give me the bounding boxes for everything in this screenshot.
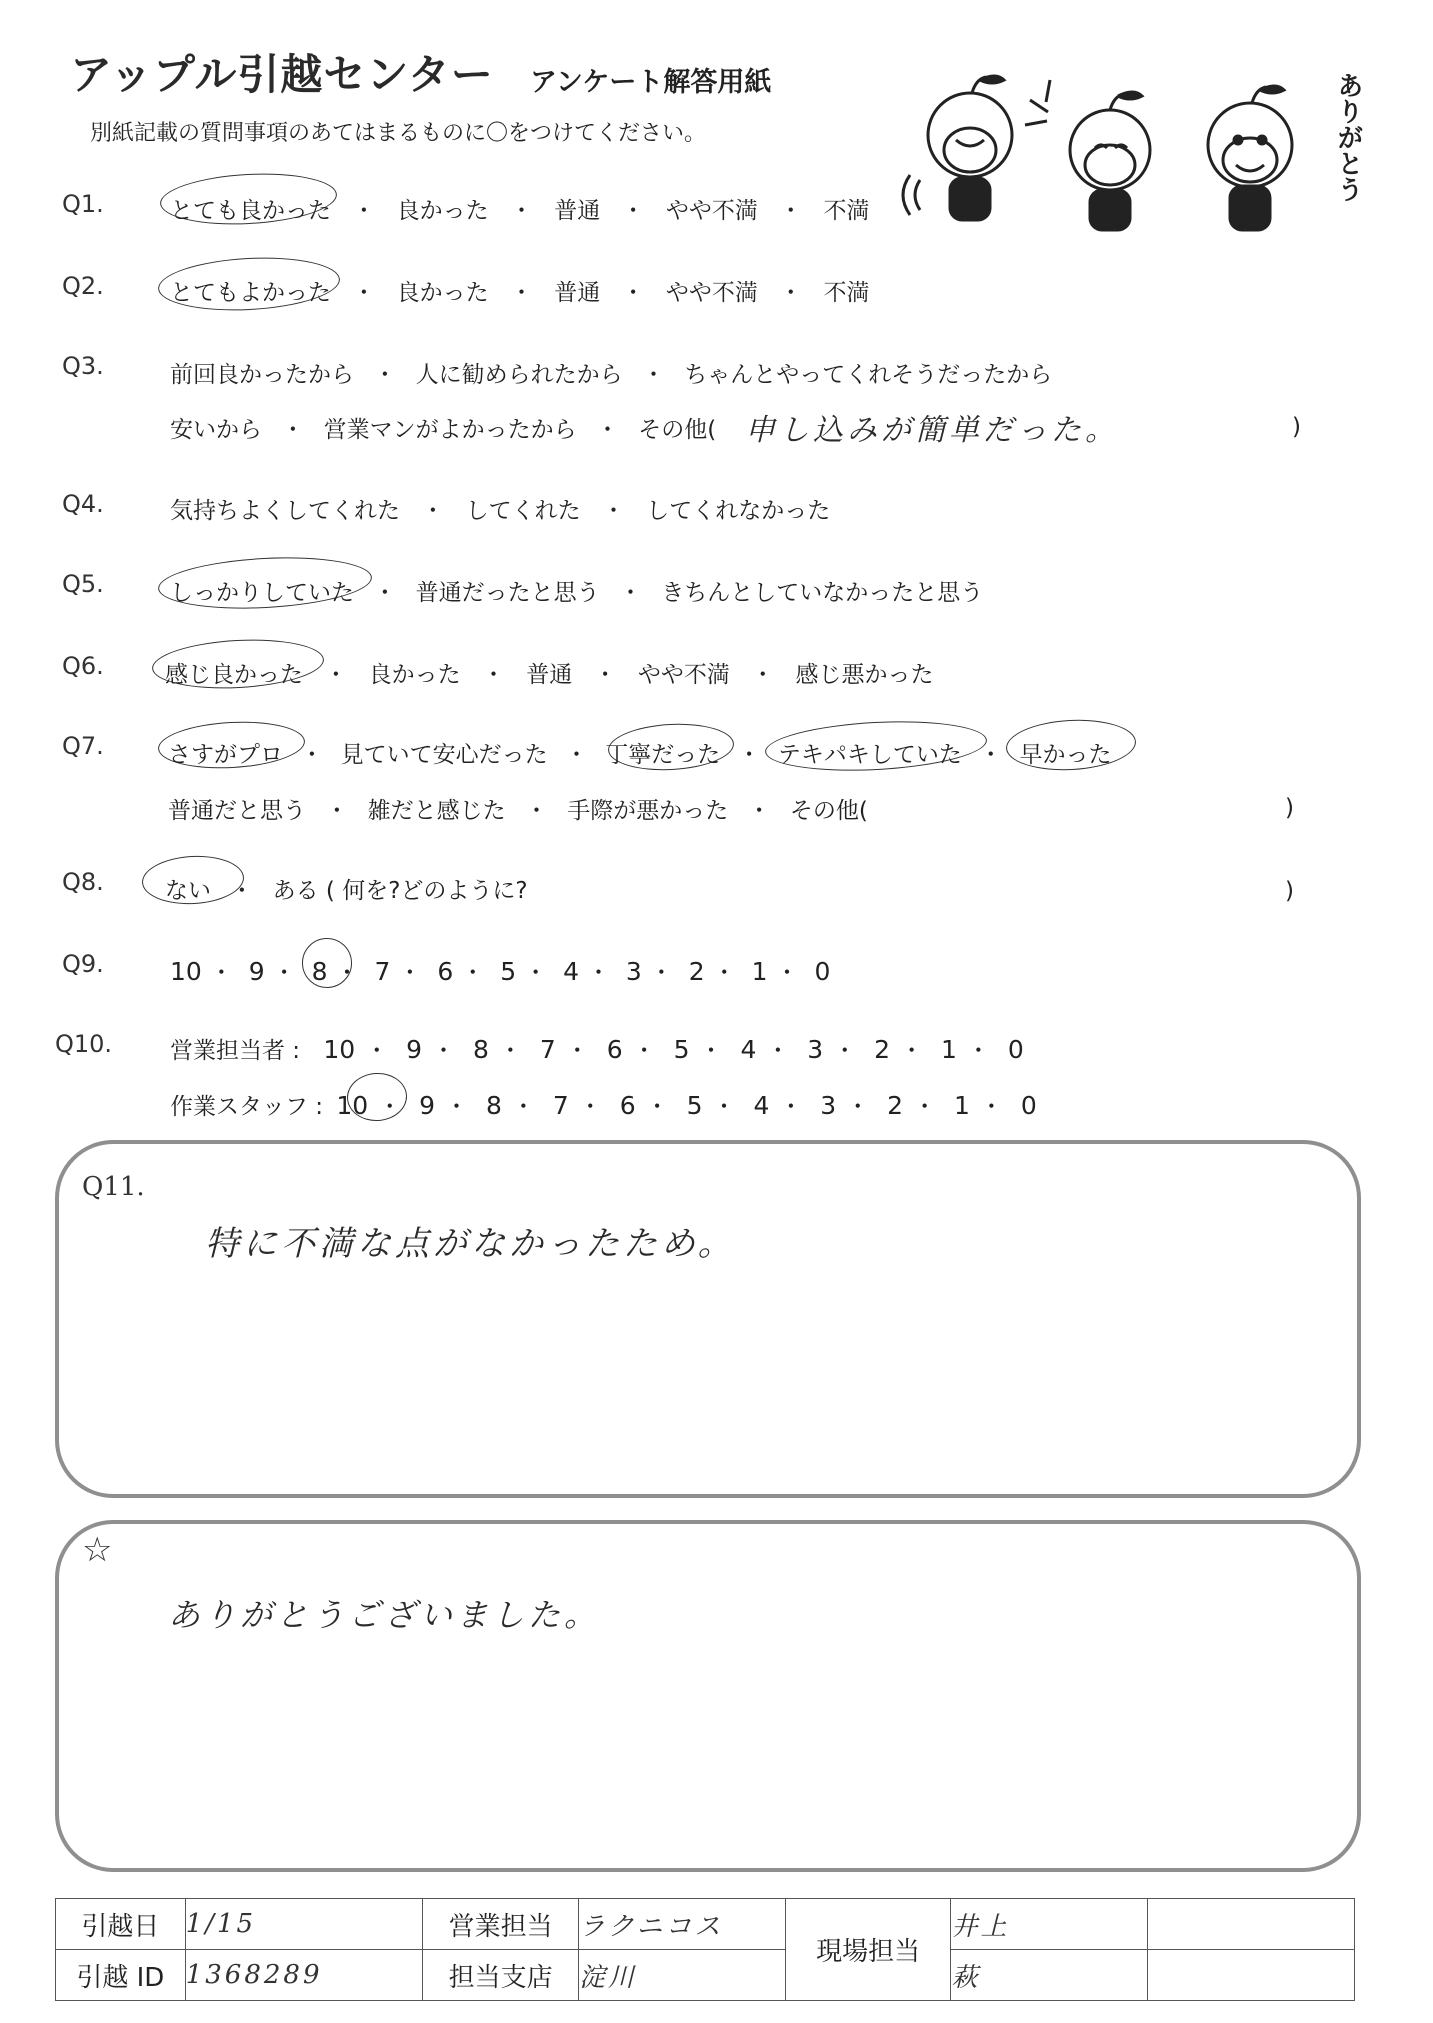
q9-value[interactable]: 9 [248,957,265,986]
q10-sales-value[interactable]: 5 [673,1035,690,1064]
q3-option[interactable]: 営業マンがよかったから [323,417,577,443]
q3-option[interactable]: 前回良かったから [170,362,354,388]
q10-sales-value[interactable]: 2 [874,1035,891,1064]
q10-sales-value[interactable]: 9 [406,1035,423,1064]
move-date-label: 引越日 [56,1899,186,1950]
q10-staff-value[interactable]: 8 [486,1091,502,1120]
q10-staff-value[interactable]: 2 [887,1091,904,1120]
star-answer[interactable]: ありがとうございました。 [168,1596,601,1634]
q11-label: Q11. [82,1172,145,1202]
q10-sales-value[interactable]: 10 [323,1035,356,1064]
q5-option[interactable]: しっかりしていた [170,580,354,606]
instruction-text: 別紙記載の質問事項のあてはまるものに〇をつけてください。 [90,121,707,146]
q8-options: ない ・ ある ( 何を?どのように? [165,878,528,904]
q7-option[interactable]: 見ていて安心だった [340,742,548,768]
q2-option[interactable]: 普通 [554,280,601,306]
q4-option[interactable]: 気持ちよくしてくれた [170,498,400,524]
q2-option[interactable]: やや不満 [665,280,758,306]
q10-staff-value[interactable]: 3 [820,1091,837,1120]
q3-close-paren: ) [1292,414,1301,440]
q5-options: しっかりしていた ・ 普通だったと思う ・ きちんとしていなかったと思う [170,580,984,606]
q3-row2: 安いから ・ 営業マンがよかったから ・ その他( [170,417,717,443]
q11-answer[interactable]: 特に不満な点がなかったため。 [205,1224,736,1264]
q11-comment-box[interactable] [55,1140,1361,1498]
site-extra-cell[interactable] [1148,1950,1355,2001]
q10-staff-value[interactable]: 4 [753,1091,770,1120]
q6-option[interactable]: 感じ良かった [165,662,303,688]
q4-option[interactable]: してくれた [465,498,581,524]
q2-options: とてもよかった ・ 良かった ・ 普通 ・ やや不満 ・ 不満 [170,280,870,306]
q10-staff-value[interactable]: 0 [1020,1091,1037,1120]
branch-value[interactable]: 淀川 [578,1950,785,2001]
q10-sales-value[interactable]: 6 [606,1035,623,1064]
q3-row1: 前回良かったから ・ 人に勧められたから ・ ちゃんとやってくれそうだったから [170,362,1053,388]
q10-sales-value[interactable]: 0 [1007,1035,1024,1064]
q10-sales-label: 営業担当者 : [170,1038,301,1064]
q10-sales-value[interactable]: 3 [807,1035,824,1064]
q5-option[interactable]: きちんとしていなかったと思う [661,580,984,606]
q8-option[interactable]: ある ( 何を?どのように? [272,878,528,904]
q9-value[interactable]: 10 [170,957,202,986]
q6-option[interactable]: 普通 [526,662,573,688]
q2-option[interactable]: 良かった [396,280,489,306]
q3-other-label[interactable]: その他( [638,417,717,443]
q9-value[interactable]: 3 [625,957,642,986]
mascot-caption: ありがとう [1333,72,1363,202]
q8-option[interactable]: ない [165,878,211,904]
q10-staff-value[interactable]: 1 [954,1091,970,1120]
q10-staff-value[interactable]: 10 [336,1091,369,1120]
site-extra-cell[interactable] [1148,1899,1355,1950]
q10-staff-row: 作業スタッフ : 10 ・ 9 ・ 8 ・ 7 ・ 6 ・ 5 ・ 4 ・ 3 ・ 2 ・ 1 ・ 0 [170,1091,1037,1120]
q1-option[interactable]: 良かった [396,198,489,224]
star-comment-box[interactable] [55,1520,1361,1872]
q1-options: とても良かった ・ 良かった ・ 普通 ・ やや不満 ・ 不満 [170,198,870,224]
q9-value[interactable]: 8 [311,957,328,986]
q9-scale: 10 ・ 9 ・ 8 ・ 7 ・ 6 ・ 5 ・ 4 ・ 3 ・ 2 ・ 1 ・ 0 [170,957,831,986]
q7-row2: 普通だと思う ・ 雑だと感じた ・ 手際が悪かった ・ その他( [168,798,868,824]
q7-option[interactable]: 丁寧だった [605,742,721,768]
q7-option[interactable]: 手際が悪かった [567,798,729,824]
mascot-monkey-icon [1208,86,1292,230]
q1-option[interactable]: やや不満 [665,198,758,224]
mascot-illustration [880,60,1360,240]
sales-label: 営業担当 [423,1899,578,1950]
q10-sales-value[interactable]: 8 [473,1035,489,1064]
q9-value[interactable]: 5 [500,957,517,986]
q1-label: Q1. [62,190,104,218]
q10-staff-value[interactable]: 5 [686,1091,703,1120]
q9-value[interactable]: 4 [563,957,579,986]
q6-option[interactable]: 感じ悪かった [795,662,934,688]
q1-option[interactable]: 普通 [554,198,601,224]
move-date-value[interactable]: 1/15 [185,1899,423,1950]
q6-options: 感じ良かった ・ 良かった ・ 普通 ・ やや不満 ・ 感じ悪かった [165,662,934,688]
q10-staff-value[interactable]: 6 [619,1091,636,1120]
star-icon: ☆ [82,1530,113,1570]
move-id-value[interactable]: 1368289 [185,1950,423,2001]
q10-label: Q10. [55,1030,113,1058]
q10-staff-value[interactable]: 7 [552,1091,569,1120]
q9-value[interactable]: 1 [751,957,768,986]
q8-label: Q8. [62,868,104,896]
q4-options: 気持ちよくしてくれた ・ してくれた ・ してくれなかった [170,498,831,524]
q7-label: Q7. [62,732,104,760]
q5-option[interactable]: 普通だったと思う [415,580,600,606]
q10-sales-value[interactable]: 7 [539,1035,556,1064]
q3-option[interactable]: ちゃんとやってくれそうだったから [684,362,1053,388]
q7-option[interactable]: 雑だと感じた [367,798,506,824]
mascot-monkey-icon [1025,80,1150,230]
q9-value[interactable]: 0 [814,957,831,986]
q1-option[interactable]: とても良かった [170,198,331,224]
q2-option[interactable]: 不満 [823,280,870,306]
q7-option[interactable]: 早かった [1019,742,1112,768]
branch-label: 担当支店 [423,1950,578,2001]
site-value-2[interactable]: 萩 [951,1950,1148,2001]
mascot-monkey-icon [903,76,1012,220]
q7-option[interactable]: さすがプロ [168,742,283,768]
q2-option[interactable]: とてもよかった [170,280,331,306]
q9-value[interactable]: 7 [374,957,391,986]
q7-option[interactable]: テキパキしていた [777,742,962,768]
q7-row1: さすがプロ ・ 見ていて安心だった ・ 丁寧だった ・ テキパキしていた ・ 早かった [168,742,1112,768]
q4-label: Q4. [62,490,104,518]
q7-close-paren: ) [1285,795,1294,821]
site-value-1[interactable]: 井上 [951,1899,1148,1950]
q10-sales-row: 営業担当者 : 10 ・ 9 ・ 8 ・ 7 ・ 6 ・ 5 ・ 4 ・ 3 ・ 2 ・ 1 ・ 0 [170,1035,1024,1064]
survey-title: アップル引越センター [70,50,494,99]
q1-option[interactable]: 不満 [823,198,870,224]
q10-sales-value[interactable]: 4 [740,1035,757,1064]
q3-option[interactable]: 安いから [170,417,262,443]
q9-label: Q9. [62,950,104,978]
q10-staff-label: 作業スタッフ : [170,1094,324,1120]
q7-option[interactable]: 普通だと思う [168,798,306,824]
q3-label: Q3. [62,352,104,380]
q6-option[interactable]: 良かった [368,662,461,688]
q10-sales-value[interactable]: 1 [941,1035,957,1064]
q9-value[interactable]: 6 [437,957,454,986]
site-label: 現場担当 [785,1899,951,2001]
q6-label: Q6. [62,652,104,680]
q9-value[interactable]: 2 [688,957,705,986]
sales-value[interactable]: ラクニコス [578,1899,785,1950]
q6-option[interactable]: やや不満 [637,662,730,688]
q5-label: Q5. [62,570,104,598]
q4-option[interactable]: してくれなかった [646,498,831,524]
q7-other-label[interactable]: その他( [789,798,868,824]
q3-option[interactable]: 人に勧められたから [415,362,623,388]
q3-other-answer[interactable]: 申し込みが簡単だった。 [745,413,1119,448]
survey-subtitle: アンケート解答用紙 [530,67,772,98]
q8-close-paren: ) [1285,878,1294,904]
q2-label: Q2. [62,272,104,300]
move-info-table [55,1898,1355,2001]
q10-staff-value[interactable]: 9 [419,1091,436,1120]
move-id-label: 引越 ID [56,1950,186,2001]
